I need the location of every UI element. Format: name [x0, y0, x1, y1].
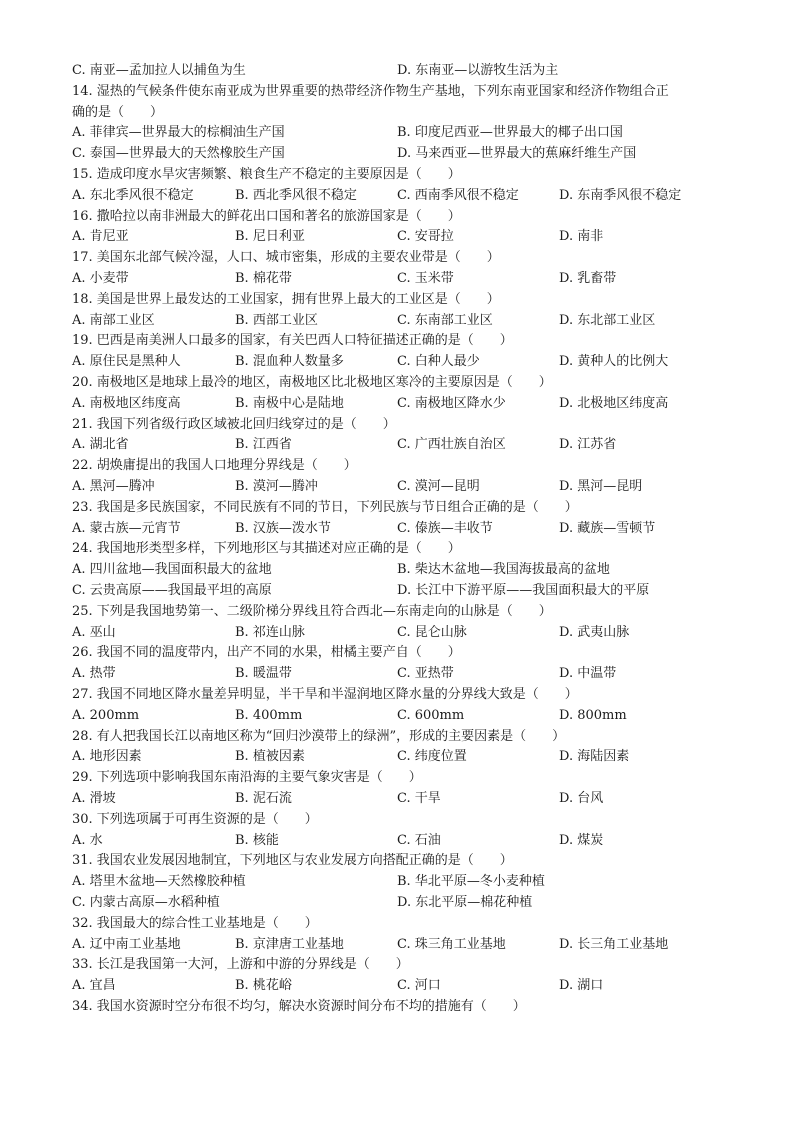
option-text: C. 广西壮族自治区	[397, 437, 506, 453]
option-text: B. 京津唐工业基地	[235, 936, 344, 952]
option-text: D. 黄种人的比例大	[559, 354, 669, 370]
option-text: A. 热带	[72, 666, 116, 682]
option-row	[72, 893, 722, 914]
option-text: A. 滑坡	[72, 791, 116, 806]
option-row	[72, 269, 722, 290]
option-text: A. 辽中南工业基地	[72, 936, 181, 952]
option-row	[72, 435, 722, 456]
option-text: D. 东北部工业区	[559, 312, 656, 328]
option-text: A. 湖北省	[72, 437, 129, 453]
question-text: 34. 我国水资源时空分布很不均匀，解决水资源时间分布不均的措施有（ ）	[72, 999, 526, 1014]
question-text: 确的是（ ）	[72, 104, 164, 120]
option-text: B. 祁连山脉	[235, 624, 305, 640]
question-text: 23. 我国是多民族国家，不同民族有不同的节日，下列民族与节日组合正确的是（ ）	[72, 499, 578, 515]
option-text: B. 西部工业区	[235, 312, 318, 328]
option-row	[72, 61, 722, 82]
option-text: A. 黑河—腾冲	[72, 479, 155, 494]
option-text: B. 尼日利亚	[235, 229, 305, 245]
option-row	[72, 935, 722, 956]
option-text: C. 内蒙古高原—水稻种植	[72, 895, 220, 910]
option-row	[72, 747, 722, 768]
option-text: A. 宜昌	[72, 978, 116, 994]
option-text: D. 台风	[559, 791, 604, 806]
option-row	[72, 560, 722, 581]
option-text: A. 南极地区纬度高	[72, 395, 181, 411]
option-text: C. 南极地区降水少	[397, 395, 506, 411]
option-row	[72, 581, 722, 602]
option-text: B. 柴达木盆地—我国海拔最高的盆地	[397, 562, 610, 578]
option-text: C. 珠三角工业基地	[397, 936, 506, 952]
option-text: B. 桃花峪	[235, 978, 292, 994]
option-text: B. 棉花带	[235, 271, 292, 286]
option-text: D. 海陆因素	[559, 749, 630, 765]
option-text: C. 亚热带	[397, 666, 454, 682]
option-row	[72, 144, 722, 165]
question-text: 32. 我国最大的综合性工业基地是（ ）	[72, 915, 318, 931]
option-row	[72, 789, 722, 810]
option-text: A. 巫山	[72, 624, 116, 640]
option-row	[72, 664, 722, 685]
option-text: D. 中温带	[559, 666, 617, 682]
option-text: A. 南部工业区	[72, 312, 155, 328]
option-text: D. 南非	[559, 229, 604, 245]
option-row	[72, 706, 722, 727]
option-text: C. 石油	[397, 832, 441, 848]
option-text: A. 小麦带	[72, 271, 129, 286]
option-text: C. 东南部工业区	[397, 312, 493, 328]
question-text: 26. 我国不同的温度带内，出产不同的水果，柑橘主要产自（ ）	[72, 645, 461, 661]
option-text: D. 武夷山脉	[559, 624, 630, 640]
option-row	[72, 186, 722, 207]
question-text: 19. 巴西是南美洲人口最多的国家，有关巴西人口特征描述正确的是（ ）	[72, 333, 513, 349]
option-row	[72, 976, 722, 997]
question-text: 21. 我国下列省级行政区域被北回归线穿过的是（ ）	[72, 416, 396, 432]
question-text: 33. 长江是我国第一大河，上游和中游的分界线是（ ）	[72, 957, 409, 973]
option-text: B. 西北季风很不稳定	[235, 187, 357, 203]
option-text: C. 云贵高原——我国最平坦的高原	[72, 583, 272, 598]
option-text: A. 菲律宾—世界最大的棕榈油生产国	[72, 125, 285, 141]
option-row	[72, 352, 722, 373]
question-text: 31. 我国农业发展因地制宜，下列地区与农业发展方向搭配正确的是（ ）	[72, 853, 513, 869]
option-text: D. 江苏省	[559, 437, 617, 453]
option-text: B. 暖温带	[235, 666, 292, 682]
option-text: C. 南亚—孟加拉人以捕鱼为生	[72, 63, 246, 78]
question-text: 29. 下列选项中影响我国东南沿海的主要气象灾害是（ ）	[72, 770, 422, 786]
option-text: C. 玉米带	[397, 271, 454, 286]
option-text: D. 长江中下游平原——我国面积最大的平原	[397, 583, 650, 598]
option-text: B. 汉族—泼水节	[235, 520, 331, 536]
option-text: C. 600mm	[397, 707, 465, 723]
option-text: C. 河口	[397, 978, 441, 994]
option-text: C. 昆仑山脉	[397, 624, 467, 640]
option-text: A. 地形因素	[72, 749, 142, 765]
option-text: B. 泥石流	[235, 791, 292, 806]
option-text: D. 湖口	[559, 978, 604, 994]
option-text: C. 傣族—丰收节	[397, 520, 493, 536]
option-text: D. 800mm	[559, 707, 627, 723]
option-text: C. 漠河—昆明	[397, 479, 480, 494]
option-text: C. 泰国—世界最大的天然橡胶生产国	[72, 146, 285, 162]
option-text: A. 四川盆地—我国面积最大的盆地	[72, 562, 272, 578]
question-text: 18. 美国是世界上最发达的工业国家，拥有世界上最大的工业区是（ ）	[72, 291, 500, 307]
option-text: B. 400mm	[235, 707, 303, 723]
option-text: B. 印度尼西亚—世界最大的椰子出口国	[397, 125, 623, 141]
option-text: B. 植被因素	[235, 749, 305, 765]
option-text: C. 纬度位置	[397, 749, 467, 765]
question-text: 20. 南极地区是地球上最冷的地区，南极地区比北极地区寒冷的主要原因是（ ）	[72, 375, 552, 390]
option-text: B. 混血种人数量多	[235, 354, 344, 370]
option-text: D. 东北平原—棉花种植	[397, 895, 533, 910]
option-text: A. 塔里木盆地—天然橡胶种植	[72, 874, 246, 890]
question-text: 17. 美国东北部气候冷湿，人口、城市密集，形成的主要农业带是（ ）	[72, 250, 500, 266]
option-text: B. 核能	[235, 832, 279, 848]
option-text: A. 200mm	[72, 707, 140, 723]
option-text: A. 水	[72, 832, 103, 848]
question-text: 24. 我国地形类型多样，下列地形区与其描述对应正确的是（ ）	[72, 541, 461, 557]
option-text: D. 长三角工业基地	[559, 936, 669, 952]
option-text: D. 北极地区纬度高	[559, 395, 669, 411]
question-text: 28. 有人把我国长江以南地区称为“回归沙漠带上的绿洲”，形成的主要因素是（ ）	[72, 728, 566, 744]
option-text: D. 马来西亚—世界最大的蕉麻纤维生产国	[397, 146, 637, 162]
option-row	[72, 123, 722, 144]
question-text: 15. 造成印度水旱灾害频繁、粮食生产不稳定的主要原因是（ ）	[72, 167, 461, 182]
option-text: C. 西南季风很不稳定	[397, 187, 519, 203]
option-row	[72, 623, 722, 644]
question-text: 22. 胡焕庸提出的我国人口地理分界线是（ ）	[72, 458, 357, 474]
option-text: B. 漠河—腾冲	[235, 479, 318, 494]
question-text: 30. 下列选项属于可再生资源的是（ ）	[72, 811, 318, 827]
option-text: D. 乳畜带	[559, 271, 617, 286]
option-row	[72, 311, 722, 332]
option-text: A. 东北季风很不稳定	[72, 187, 194, 203]
option-text: D. 东南亚—以游牧生活为主	[397, 63, 559, 78]
option-text: C. 白种人最少	[397, 354, 480, 370]
option-row	[72, 227, 722, 248]
option-row	[72, 872, 722, 893]
option-text: A. 肯尼亚	[72, 229, 129, 245]
option-row	[72, 394, 722, 415]
option-text: A. 原住民是黑种人	[72, 354, 181, 370]
option-text: B. 南极中心是陆地	[235, 395, 344, 411]
option-text: A. 蒙古族—元宵节	[72, 520, 181, 536]
option-text: D. 东南季风很不稳定	[559, 187, 682, 203]
option-text: D. 藏族—雪顿节	[559, 520, 656, 536]
option-text: B. 江西省	[235, 437, 292, 453]
option-text: C. 干旱	[397, 791, 441, 806]
option-row	[72, 477, 722, 498]
option-row	[72, 519, 722, 540]
question-text: 16. 撒哈拉以南非洲最大的鲜花出口国和著名的旅游国家是（ ）	[72, 208, 461, 224]
option-text: D. 黑河—昆明	[559, 479, 643, 494]
option-text: B. 华北平原—冬小麦种植	[397, 874, 545, 890]
question-text: 14. 湿热的气候条件使东南亚成为世界重要的热带经济作物生产基地，下列东南亚国家和经济作物组合正	[72, 83, 669, 99]
option-text: C. 安哥拉	[397, 229, 454, 245]
option-row	[72, 831, 722, 852]
option-text: D. 煤炭	[559, 832, 604, 848]
question-text: 25. 下列是我国地势第一、二级阶梯分界线且符合西北—东南走向的山脉是（ ）	[72, 603, 552, 619]
question-text: 27. 我国不同地区降水量差异明显，半干旱和半湿润地区降水量的分界线大致是（ ）	[72, 687, 578, 702]
